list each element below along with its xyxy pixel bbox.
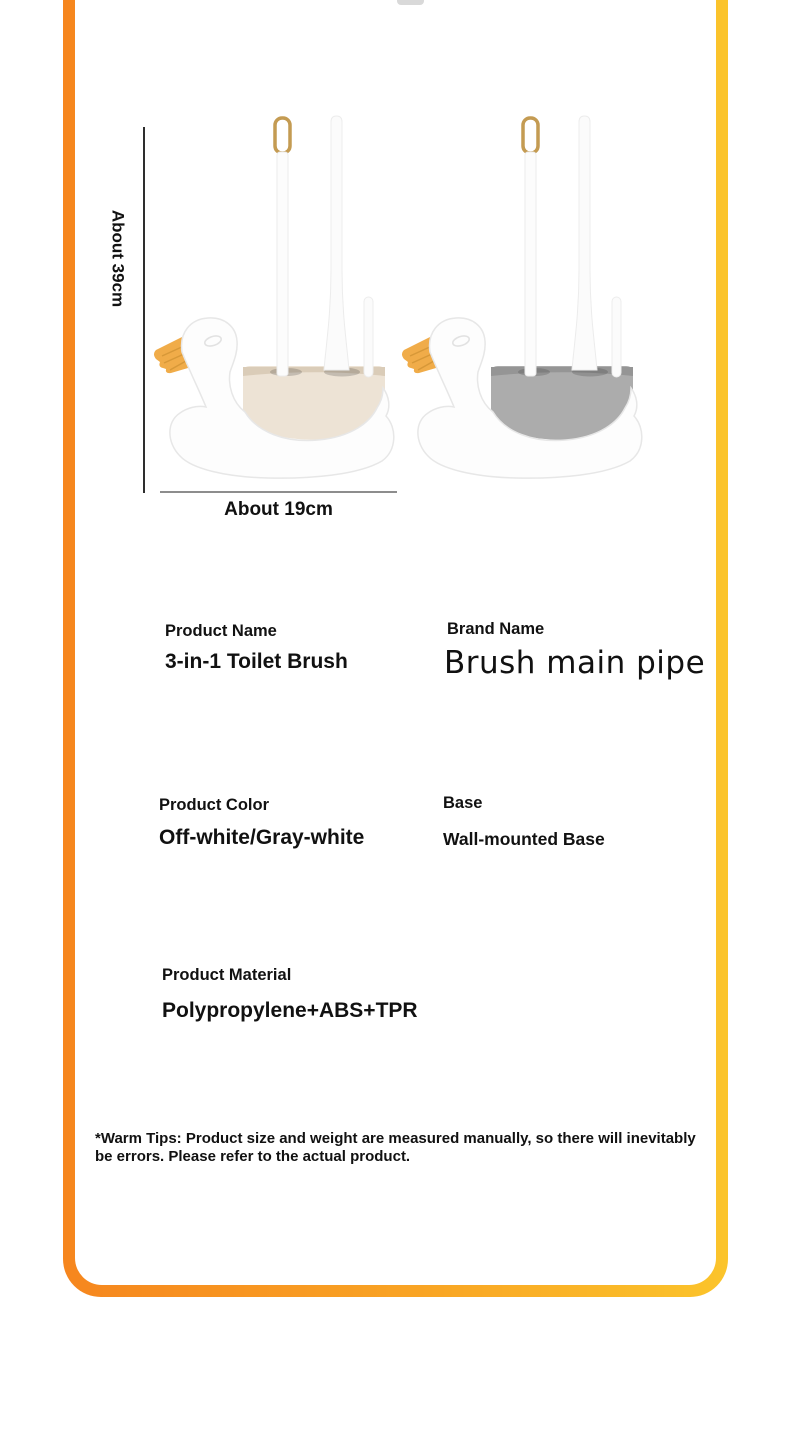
product-color-label: Product Color: [159, 796, 269, 814]
product-material-value: Polypropylene+ABS+TPR: [162, 999, 418, 1022]
height-dimension-label: About 39cm: [106, 207, 131, 311]
height-dimension-line: [143, 127, 145, 493]
brush-handles-icon: [275, 116, 373, 377]
brush-handles-icon: [523, 116, 621, 377]
cutoff-graphic-top: [397, 0, 424, 5]
brand-name-value: Brush main pipe: [444, 645, 706, 681]
base-label: Base: [443, 794, 483, 812]
duck-brush-holder-graywhite-image: [398, 110, 650, 488]
product-name-value: 3-in-1 Toilet Brush: [165, 650, 348, 673]
width-dimension-label: About 19cm: [224, 499, 333, 520]
brand-name-label: Brand Name: [447, 620, 545, 638]
product-material-label: Product Material: [162, 966, 292, 984]
duck-brush-holder-offwhite-image: [150, 110, 402, 488]
width-dimension-line: [160, 491, 397, 493]
base-value: Wall-mounted Base: [443, 829, 605, 849]
warm-tips-note: *Warm Tips: Product size and weight are measured manually, so there will inevitably be errors. Please refer to the actual product.: [95, 1130, 696, 1165]
product-name-label: Product Name: [165, 622, 277, 640]
product-color-value: Off-white/Gray-white: [159, 826, 365, 849]
